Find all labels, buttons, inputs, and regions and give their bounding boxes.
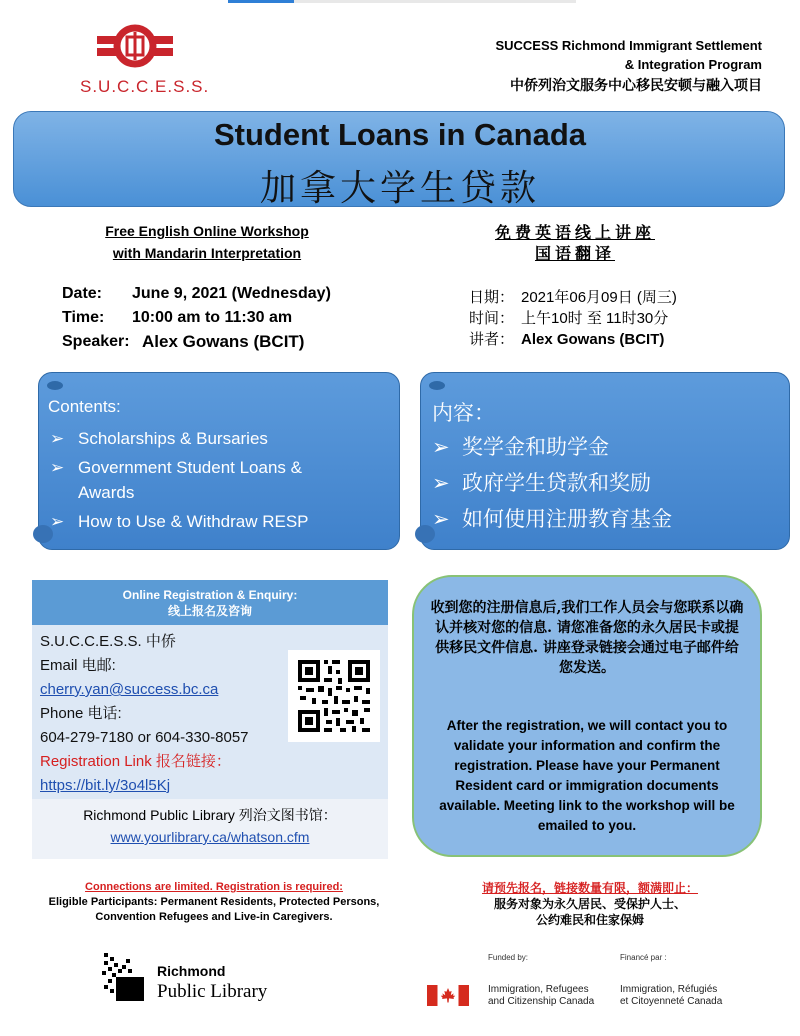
arrow-bullet-icon: ➢	[50, 429, 65, 448]
email-link[interactable]: cherry.yan@success.bc.ca	[40, 681, 219, 698]
success-logo-text: S.U.C.C.E.S.S.	[80, 77, 210, 96]
phone-label: Phone 电话:	[40, 705, 122, 722]
page-title-en: Student Loans in Canada	[213, 117, 587, 152]
contents-list-en	[50, 426, 350, 538]
event-details-zh: 日期： 2021年06月09日 (周三) 时间： 上午10时 至 11时30分 讲者： Alex Gowans (BCIT)	[469, 288, 677, 348]
arrow-bullet-icon: ➢	[432, 436, 450, 459]
list-item: ➢ 如何使用注册教育基金	[432, 502, 672, 538]
contents-title-zh: 内容：	[432, 402, 495, 425]
top-tab-track	[294, 0, 576, 3]
registration-header: Online Registration & Enquiry: 线上报名及咨询	[32, 580, 388, 625]
registration-link-label: Registration Link 报名链接：	[40, 753, 231, 770]
phone-numbers: 604-279-7180 or 604-330-8057	[40, 729, 249, 746]
list-item: ➢ Government Student Loans & Awards	[50, 455, 350, 505]
list-item: ➢ Scholarships & Bursaries	[50, 426, 350, 451]
eligibility-note-en: Connections are limited. Registration is required: Eligible Participants: Permanent Residents, Protected Persons, Convention Refugees and Live-in Caregivers.	[48, 881, 380, 923]
registration-contacts	[40, 630, 249, 798]
eligibility-note-zh: 请预先报名，链接数量有限，额满即止： 服务对象为永久居民、受保护人士、 公约难民和住家保姆	[481, 881, 698, 927]
workshop-subtitle-en: Free English Online Workshop with Mandarin Interpretation	[105, 223, 309, 261]
qr-code-icon[interactable]	[288, 650, 380, 742]
workshop-subtitle-zh: 免费英语线上讲座 国语翻译	[494, 223, 655, 263]
program-name-zh: 中侨列治文服务中心移民安顿与融入项目	[510, 77, 762, 93]
contents-list-zh	[432, 430, 672, 538]
ircc-name-en: Immigration, Refugees and Citizenship Canada	[488, 984, 595, 1007]
program-name-en: SUCCESS Richmond Immigrant Settlement & Integration Program	[495, 38, 762, 72]
library-logo-text-2: Public Library	[157, 981, 268, 1002]
library-logo-icon	[100, 951, 146, 1003]
arrow-bullet-icon: ➢	[432, 472, 450, 495]
library-label: Richmond Public Library 列治文图书馆：	[83, 807, 337, 823]
arrow-bullet-icon: ➢	[50, 512, 65, 531]
page-title-zh: 加拿大学生贷款	[259, 168, 540, 209]
arrow-bullet-icon: ➢	[432, 508, 450, 531]
list-item: ➢ 奖学金和助学金	[432, 430, 672, 466]
email-label: Email 电邮:	[40, 657, 116, 674]
list-item: ➢ How to Use & Withdraw RESP	[50, 509, 350, 534]
library-info	[32, 804, 388, 848]
list-item: ➢ 政府学生贷款和奖励	[432, 466, 672, 502]
arrow-bullet-icon: ➢	[50, 458, 65, 477]
org-name: S.U.C.C.E.S.S. 中侨	[40, 633, 176, 650]
library-link[interactable]: www.yourlibrary.ca/whatson.cfm	[110, 829, 310, 845]
notice-text-zh: 收到您的注册信息后,我们工作人员会与您联系以确认并核对您的信息. 请您准备您的永久居民卡或提供移民文件信息. 讲座登录链接会通过电子邮件给您发送。	[430, 600, 744, 676]
canada-flag-icon	[427, 985, 469, 1006]
success-logo-icon	[96, 20, 174, 72]
finance-par-label: Financé par :	[620, 953, 667, 962]
event-details-en: Date: June 9, 2021 (Wednesday) Time: 10:00 am to 11:30 am Speaker: Alex Gowans (BCIT)	[62, 285, 331, 351]
library-logo-text-1: Richmond	[157, 963, 226, 979]
contents-title-en: Contents:	[48, 397, 121, 416]
notice-text-en: After the registration, we will contact you to validate your information and confirm the registration. Please have your Permanent Resident card or immigration documents available. Meeting link to the workshop will be emailed to you.	[439, 718, 735, 833]
ircc-name-fr: Immigration, Réfugiés et Citoyenneté Canada	[620, 984, 723, 1007]
top-tab-indicator	[228, 0, 294, 3]
funded-by-label: Funded by:	[488, 953, 529, 962]
registration-link[interactable]: https://bit.ly/3o4l5Kj	[40, 777, 171, 794]
